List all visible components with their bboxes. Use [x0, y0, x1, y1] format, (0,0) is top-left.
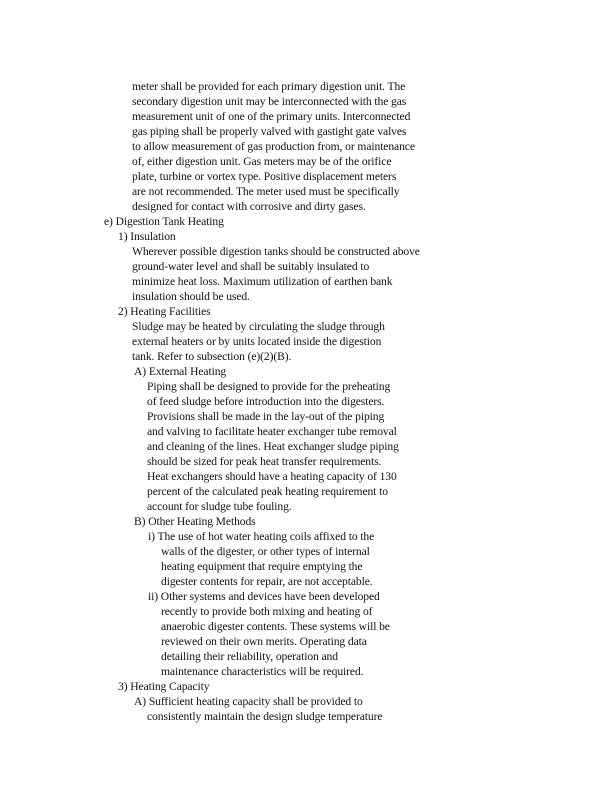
- text-line: insulation should be used.: [132, 290, 250, 303]
- text-line: gas piping shall be properly valved with gastight gate valves: [132, 125, 407, 138]
- list-item: ii) Other systems and devices have been developed: [148, 590, 380, 603]
- text-line: of feed sludge before introduction into the digesters.: [147, 395, 385, 408]
- subsection-heading: 1) Insulation: [118, 230, 176, 243]
- text-line: and valving to facilitate heater exchanger tube removal: [147, 425, 397, 438]
- text-line: secondary digestion unit may be interconnected with the gas: [132, 95, 407, 108]
- text-line: are not recommended. The meter used must be specifically: [132, 185, 400, 198]
- text-line: detailing their reliability, operation and: [161, 650, 338, 663]
- text-line: measurement unit of one of the primary units. Interconnected: [132, 110, 411, 123]
- text-line: recently to provide both mixing and heating of: [161, 605, 373, 618]
- text-line: plate, turbine or vortex type. Positive displacement meters: [132, 170, 397, 183]
- text-line: Piping shall be designed to provide for the preheating: [147, 380, 391, 393]
- item-heading: A) External Heating: [134, 365, 227, 378]
- text-line: designed for contact with corrosive and dirty gases.: [132, 200, 366, 213]
- text-line: tank. Refer to subsection (e)(2)(B).: [132, 350, 292, 363]
- text-line: meter shall be provided for each primary digestion unit. The: [132, 80, 406, 93]
- list-item: i) The use of hot water heating coils affixed to the: [148, 530, 375, 543]
- text-line: Provisions shall be made in the lay-out of the piping: [147, 410, 385, 423]
- text-line: and cleaning of the lines. Heat exchanger sludge piping: [147, 440, 399, 453]
- text-line: should be sized for peak heat transfer requirements.: [147, 455, 382, 468]
- section-heading: e) Digestion Tank Heating: [104, 215, 224, 228]
- text-line: account for sludge tube fouling.: [147, 500, 292, 513]
- item-heading: B) Other Heating Methods: [134, 515, 256, 528]
- text-line: walls of the digester, or other types of internal: [161, 545, 370, 558]
- text-line: digester contents for repair, are not acceptable.: [161, 575, 373, 588]
- text-line: percent of the calculated peak heating requirement to: [147, 485, 388, 498]
- text-line: Sludge may be heated by circulating the sludge through: [132, 320, 385, 333]
- text-line: anaerobic digester contents. These systems will be: [161, 620, 390, 633]
- subsection-heading: 2) Heating Facilities: [118, 305, 211, 318]
- text-line: consistently maintain the design sludge temperature: [147, 710, 383, 723]
- text-line: external heaters or by units located inside the digestion: [132, 335, 382, 348]
- text-line: to allow measurement of gas production from, or maintenance: [132, 140, 415, 153]
- text-line: Wherever possible digestion tanks should be constructed above: [132, 245, 420, 258]
- text-line: heating equipment that require emptying the: [161, 560, 363, 573]
- text-line: reviewed on their own merits. Operating data: [161, 635, 367, 648]
- text-line: of, either digestion unit. Gas meters may be of the orifice: [132, 155, 392, 168]
- text-line: Heat exchangers should have a heating capacity of 130: [147, 470, 397, 483]
- item-heading: A) Sufficient heating capacity shall be provided to: [134, 695, 363, 708]
- text-line: ground-water level and shall be suitably insulated to: [132, 260, 370, 273]
- text-line: maintenance characteristics will be required.: [161, 665, 364, 678]
- text-line: minimize heat loss. Maximum utilization of earthen bank: [132, 275, 393, 288]
- subsection-heading: 3) Heating Capacity: [118, 680, 210, 693]
